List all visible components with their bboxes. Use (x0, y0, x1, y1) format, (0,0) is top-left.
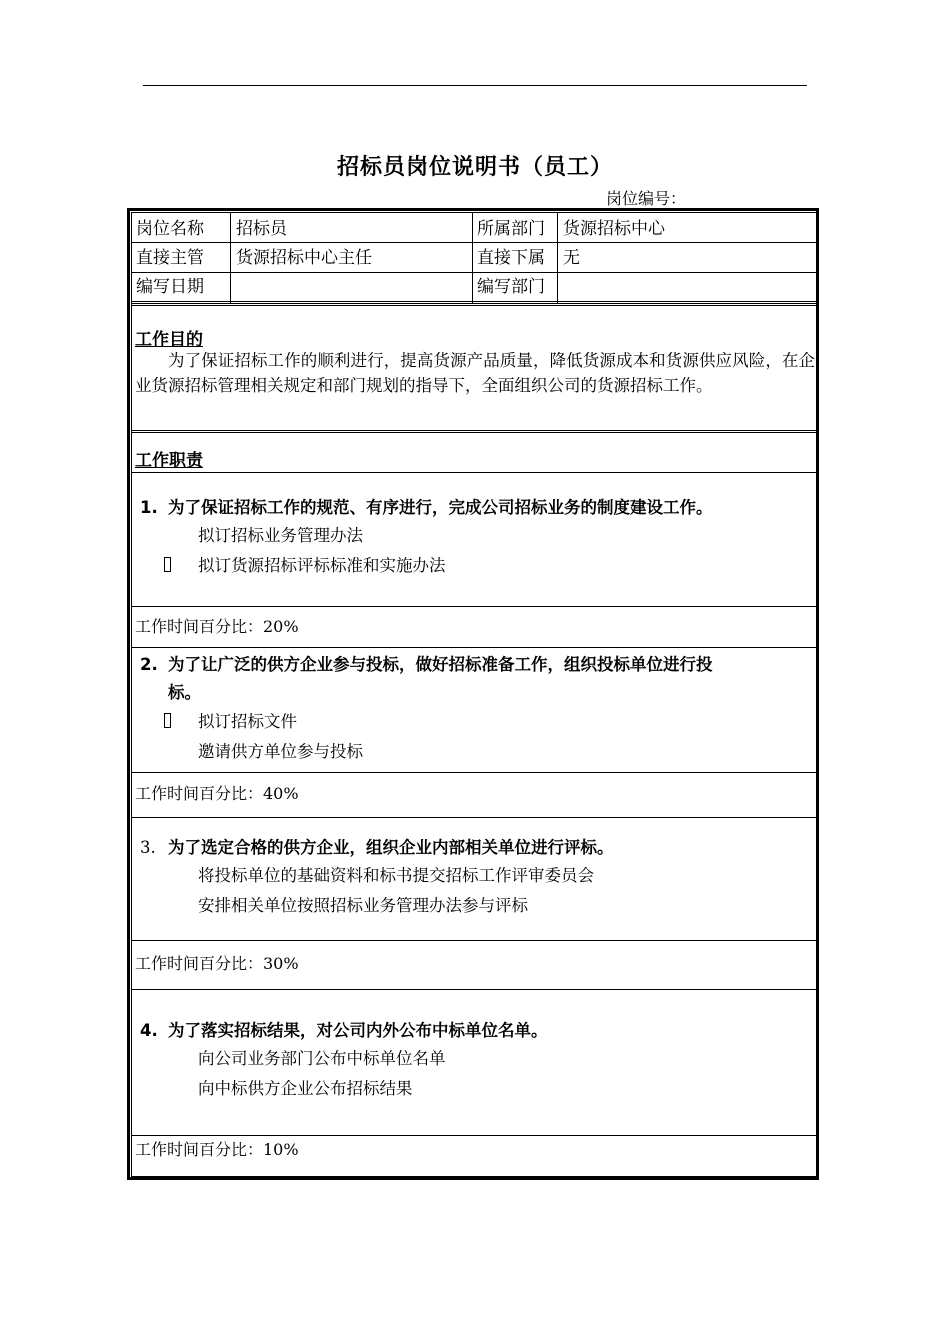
col-divider (557, 212, 558, 303)
item-text: 向公司业务部门公布中标单位名单 (198, 1049, 446, 1068)
item-text: 拟订招标业务管理办法 (198, 526, 363, 545)
value-post-name: 招标员 (236, 219, 287, 239)
duty-4-percentage: 工作时间百分比：10% (135, 1140, 299, 1159)
duty-2-item-2 (164, 741, 363, 763)
label-supervisor: 直接主管 (136, 248, 204, 268)
bullet-icon (164, 525, 198, 547)
label-write-date: 编写日期 (136, 277, 204, 297)
value-supervisor: 货源招标中心主任 (236, 248, 372, 268)
row-divider (131, 940, 818, 941)
item-text: 向中标供方企业公布招标结果 (198, 1079, 413, 1098)
duty-1-item-1 (164, 525, 363, 547)
row-divider (131, 472, 818, 473)
row-divider (131, 301, 818, 302)
label-subordinate: 直接下属 (477, 248, 545, 268)
duty-4-number: 4. (140, 1021, 158, 1040)
post-number-blank[interactable] (690, 190, 788, 209)
duty-3-percentage: 工作时间百分比：30% (135, 954, 299, 973)
item-text: 安排相关单位按照招标业务管理办法参与评标 (198, 896, 528, 915)
document-title: 招标员岗位说明书（员工） (336, 155, 613, 180)
item-text: 将投标单位的基础资料和标书提交招标工作评审委员会 (198, 866, 594, 885)
col-divider (230, 212, 231, 303)
label-write-dept: 编写部门 (477, 277, 545, 297)
label-department: 所属部门 (477, 219, 545, 239)
duty-2-text: 为了让广泛的供方企业参与投标，做好招标准备工作，组织投标单位进行投 (168, 655, 713, 674)
duties-title: 工作职责 (135, 451, 203, 471)
box-bullet-icon (164, 557, 171, 572)
row-divider (131, 1135, 818, 1136)
row-divider (131, 772, 818, 773)
item-text: 拟订招标文件 (198, 712, 297, 731)
duty-4-text: 为了落实招标结果，对公司内外公布中标单位名单。 (168, 1021, 548, 1040)
duty-1-percentage: 工作时间百分比：20% (135, 617, 299, 636)
duty-2-number: 2. (140, 655, 158, 674)
value-department: 货源招标中心 (563, 219, 665, 239)
item-text: 邀请供方单位参与投标 (198, 742, 363, 761)
duty-2-percentage: 工作时间百分比：40% (135, 784, 299, 803)
col-divider (472, 212, 473, 303)
row-divider (131, 242, 818, 243)
row-divider (131, 817, 818, 818)
duty-1-text: 为了保证招标工作的规范、有序进行，完成公司招标业务的制度建设工作。 (168, 498, 713, 517)
duty-4-heading (140, 1017, 816, 1045)
duty-2-item-1 (164, 711, 297, 733)
duty-4-item-2 (164, 1078, 413, 1100)
bullet-icon (164, 1078, 198, 1100)
duty-3-heading (140, 834, 816, 862)
value-subordinate: 无 (563, 248, 580, 268)
bullet-icon (164, 865, 198, 887)
duty-3-item-1 (164, 865, 594, 887)
section-divider (131, 303, 818, 306)
row-divider (131, 989, 818, 990)
label-post-name: 岗位名称 (136, 219, 204, 239)
header-rule (143, 85, 807, 86)
duty-3-number: 3. (140, 838, 156, 857)
item-text: 拟订货源招标评标标准和实施办法 (198, 556, 446, 575)
post-number (606, 186, 788, 209)
section-divider (131, 430, 818, 433)
duty-2-text-cont: 标。 (168, 683, 201, 702)
purpose-text: 为了保证招标工作的顺利进行，提高货源产品质量，降低货源成本和货源供应风险，在企业货源招标管理相关规定和部门规划的指导下，全面组织公司的货源招标工作。 (135, 351, 815, 395)
box-bullet-icon (164, 713, 171, 728)
purpose-title: 工作目的 (135, 330, 203, 350)
bullet-icon (164, 895, 198, 917)
post-number-label: 岗位编号： (606, 189, 687, 208)
bullet-icon (164, 741, 198, 763)
duty-3-text: 为了选定合格的供方企业，组织企业内部相关单位进行评标。 (168, 838, 614, 857)
duty-1-heading (140, 494, 816, 522)
row-divider (131, 606, 818, 607)
duty-3-item-2 (164, 895, 528, 917)
bullet-icon (164, 1048, 198, 1070)
row-divider (131, 647, 818, 648)
duty-2-heading (140, 651, 816, 707)
duty-1-item-2 (164, 555, 446, 577)
row-divider (131, 272, 818, 273)
duty-4-item-1 (164, 1048, 446, 1070)
duty-1-number: 1. (140, 498, 158, 517)
